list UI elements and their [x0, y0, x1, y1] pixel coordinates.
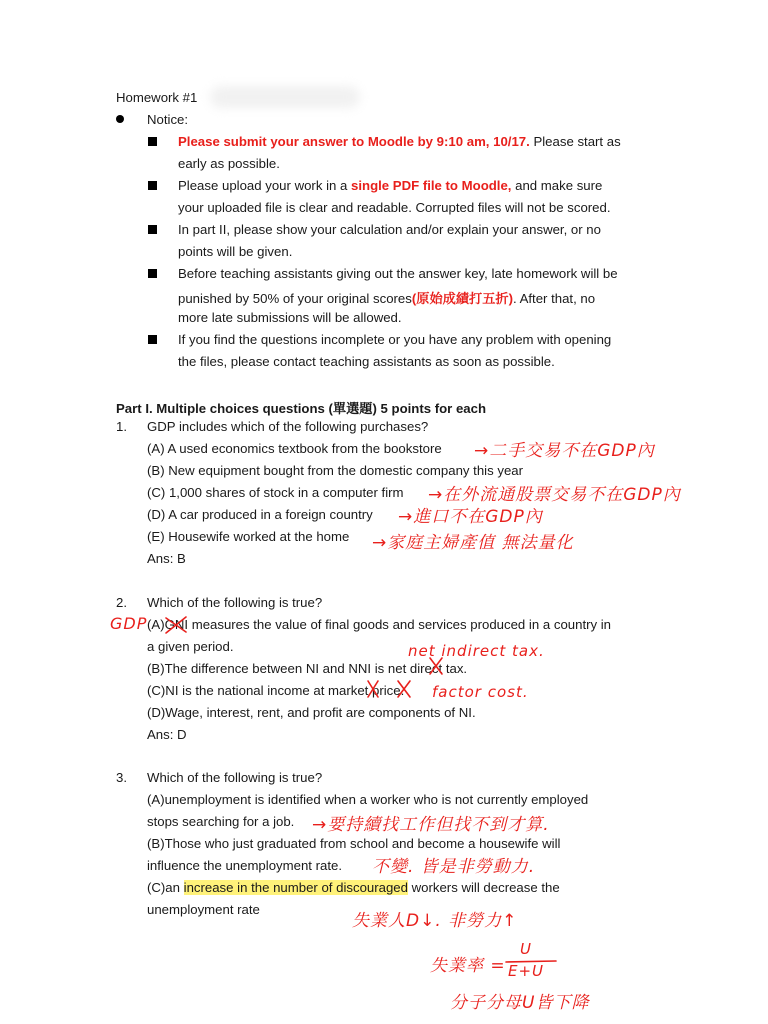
strike-price-mark: [398, 681, 410, 697]
homework-title: Homework #1: [116, 90, 198, 105]
q1-option-a: (A) A used economics textbook from the bookstore: [147, 441, 442, 456]
handwriting-rate-note: 分子分母U皆下降: [450, 993, 590, 1013]
q2-a-struck: GN: [164, 617, 185, 632]
q3-option-b-line2: influence the unemployment rate.: [147, 858, 342, 873]
q1-number: 1.: [116, 419, 127, 434]
q1-answer: Ans: B: [147, 551, 186, 566]
q3-c-highlight: increase in the number of discouraged: [183, 880, 408, 895]
notice-2-pre: Please upload your work in a: [178, 178, 352, 193]
notice-2-rest: and make sure: [511, 178, 603, 193]
handwriting-q3a: →要持續找工作但找不到才算.: [312, 815, 550, 835]
q2-a-prefix: (A): [147, 617, 165, 632]
notice-1-rest: Please start as: [529, 134, 621, 149]
handwriting-q1c: →在外流通股票交易不在GDP內: [428, 485, 681, 505]
notice-3-line1: In part II, please show your calculation and/or explain your answer, or no: [178, 222, 601, 237]
q3-option-a-line2: stops searching for a job.: [147, 814, 295, 829]
q1-option-e: (E) Housewife worked at the home: [147, 529, 350, 544]
handwriting-q1a: →二手交易不在GDP內: [474, 441, 655, 461]
handwriting-rate-denominator: E+U: [508, 962, 545, 980]
notice-label: Notice:: [147, 112, 189, 127]
q3-option-c-line2: unemployment rate: [147, 902, 260, 917]
part1-heading: Part I. Multiple choices questions (單選題) 5 points for each: [116, 401, 487, 416]
q2-option-a-line2: a given period.: [147, 639, 234, 654]
q3-option-b-line1: (B)Those who just graduated from school and become a housewife will: [147, 836, 561, 851]
handwriting-q3c: 失業人D↓. 非勞力↑: [352, 911, 518, 931]
handwriting-q1e: →家庭主婦產值 無法量化: [372, 533, 574, 553]
notice-4-line3: more late submissions will be allowed.: [178, 310, 402, 325]
notice-4-pre: punished by 50% of your original scores: [178, 291, 412, 306]
strike-direct-mark: [430, 658, 442, 674]
handwriting-q3b: 不變. 皆是非勞動力.: [372, 857, 536, 877]
q2-option-c: (C)NI is the national income at market price.: [147, 683, 405, 698]
q3-c-pre: (C)an: [147, 880, 184, 895]
q3-number: 3.: [116, 770, 127, 785]
q3-text: Which of the following is true?: [147, 770, 323, 785]
strike-gnl-mark: [166, 617, 186, 633]
q2-option-d: (D)Wage, interest, rent, and profit are components of NI.: [147, 705, 476, 720]
notice-2-line2: your uploaded file is clear and readable. Corrupted files will not be scored.: [178, 200, 611, 215]
notice-4-chinese: (原始成績打五折): [411, 291, 513, 306]
q2-a-rest: I measures the value of final goods and services produced in a country in: [184, 617, 612, 632]
q2-answer: Ans: D: [147, 727, 187, 742]
handwriting-rate-numerator: U: [520, 940, 532, 958]
handwriting-q1d: →進口不在GDP內: [398, 507, 543, 527]
notice-1-line2: early as possible.: [178, 156, 280, 171]
q3-option-a-line1: (A)unemployment is identified when a worker who is not currently employed: [147, 792, 589, 807]
q2-number: 2.: [116, 595, 127, 610]
notice-2-pdf: single PDF file to Moodle,: [351, 178, 512, 193]
q1-option-d: (D) A car produced in a foreign country: [147, 507, 373, 522]
handwriting-rate-label: 失業率 =: [430, 956, 506, 976]
strike-market-mark: [368, 681, 378, 697]
notice-4-post: . After that, no: [512, 291, 596, 306]
notice-3-line2: points will be given.: [178, 244, 293, 259]
handwriting-q2-gdp: GDP: [110, 614, 148, 633]
notice-5-line2: the files, please contact teaching assistants as soon as possible.: [178, 354, 555, 369]
q2-text: Which of the following is true?: [147, 595, 323, 610]
notice-5-line1: If you find the questions incomplete or you have any problem with opening: [178, 332, 612, 347]
q3-c-post: workers will decrease the: [407, 880, 560, 895]
q1-text: GDP includes which of the following purchases?: [147, 419, 429, 434]
handwriting-q2-net-indirect: net indirect tax.: [408, 642, 545, 660]
notice-1-deadline: Please submit your answer to Moodle by 9:10 am, 10/17.: [178, 134, 530, 149]
q1-option-b: (B) New equipment bought from the domestic company this year: [147, 463, 524, 478]
handwriting-q2-factor-cost: factor cost.: [432, 683, 529, 701]
q2-option-b: (B)The difference between NI and NNI is net direct tax.: [147, 661, 468, 676]
fraction-bar-mark: [506, 961, 556, 962]
q1-option-c: (C) 1,000 shares of stock in a computer firm: [147, 485, 404, 500]
notice-4-line1: Before teaching assistants giving out the answer key, late homework will be: [178, 266, 618, 281]
